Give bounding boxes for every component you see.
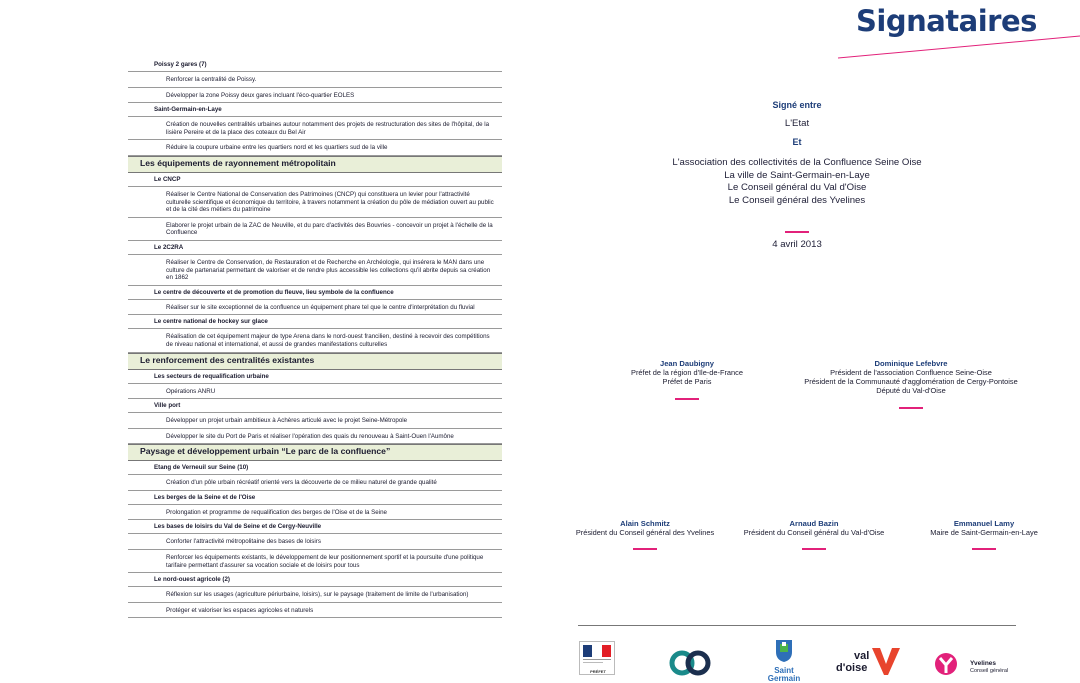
divider [899,407,923,409]
signatory-name: Arnaud Bazin [789,519,839,528]
table-row: Développer la zone Poissy deux gares incluant l'éco-quartier EOLES [128,88,502,104]
table-row: Création de nouvelles centralités urbaines autour notamment des projets de restructuration des sites de l'hôpital, de la lisière Pereire et de la place des coteaux du Bel Air [128,117,502,140]
table-subheader: Les berges de la Seine et de l'Oise [128,491,502,505]
divider [802,548,826,550]
signed-block [622,100,972,207]
table-section-header: Le renforcement des centralités existantes [128,353,502,370]
party-1: L'association des collectivités de la Confluence Seine Oise [672,157,922,168]
signed-and: Et [792,137,802,147]
table-row: Protéger et valoriser les espaces agricoles et naturels [128,603,502,619]
signatory-role: Président de l'association Confluence Seine-Oise [830,368,992,377]
table-row: Réalisation de cet équipement majeur de type Arena dans le nord-ouest francilien, destiné à recevoir des compétitions de niveau national et international, et aussi de grandes manifestations culturelles [128,329,502,352]
table-row: Réaliser sur le site exceptionnel de la confluence un équipement phare tel que le centre d'interprétation du fluvial [128,300,502,316]
signatory-role: Préfet de la région d'Ile-de-France [631,368,743,377]
signatory-role: Président du Conseil général des Yvelines [575,528,715,537]
table-row: Conforter l'attractivité métropolitaine des bases de loisirs [128,534,502,550]
table-subheader: Poissy 2 gares (7) [128,58,502,72]
table-subheader: Les bases de loisirs du Val de Seine et de Cergy-Neuville [128,520,502,534]
signatory-role: Président de la Communauté d'agglomération de Cergy-Pontoise [804,377,1018,386]
table-section-header: Paysage et développement urbain “Le parc de la confluence” [128,444,502,461]
table-row: Renforcer la centralité de Poissy. [128,72,502,88]
signed-date: 4 avril 2013 [772,239,822,250]
signatory-bazin [729,519,899,537]
party-2: La ville de Saint-Germain-en-Laye [724,169,870,181]
table-row: Renforcer les équipements existants, le développement de leur positionnement sportif et la poursuite d'une politique tarifaire permettant d'assurer sa vocation sociale et de loisirs pour tous [128,550,502,573]
table-subheader: Etang de Verneuil sur Seine (10) [128,461,502,475]
table-section-header: Les équipements de rayonnement métropolitain [128,156,502,173]
party-4: Le Conseil général des Yvelines [728,194,866,206]
page-title: Signataires [856,4,1037,38]
signatory-role: Président du Conseil général du Val-d'Oise [743,528,885,537]
table-subheader: Les secteurs de requalification urbaine [128,370,502,384]
table-row: Réaliser le Centre National de Conservation des Patrimoines (CNCP) qui constituera un levier pour l'attractivité culturelle scientifique et économique du territoire, à travers notamment la création du pôle de médiation ouvert au public et de la cité des métiers du patrimoine [128,187,502,218]
table-subheader: Le centre national de hockey sur glace [128,315,502,329]
divider [972,548,996,550]
signatory-name: Emmanuel Lamy [953,519,1015,528]
val-oise-logo [836,650,900,675]
table-subheader: Saint-Germain-en-Laye [128,103,502,117]
yvelines-text-2: Conseil général [970,668,1009,674]
confluence-logo [668,647,714,675]
val-oise-v-icon [872,648,900,675]
table-subheader: Le nord-ouest agricole (2) [128,573,502,587]
party-3: Le Conseil général du Val d'Oise [727,182,867,194]
logos-divider [578,625,1016,626]
table-row: Réaliser le Centre de Conservation, de Restauration et de Recherche en Archéologie, qui insérera le MAN dans une culture de partenariat permettant de valoriser et de rendre plus accessible les collections qu'il abrite depuis sa création en 1862 [128,255,502,286]
signatory-role: Député du Val-d'Oise [876,386,946,395]
table-row: Développer un projet urbain ambitieux à Achères articulé avec le projet Seine-Métropole [128,413,502,429]
saint-germain-logo [764,638,804,683]
prefet-logo [579,641,615,675]
actions-table [128,58,502,618]
signed-state: L'Etat [784,118,810,129]
table-subheader: Ville port [128,399,502,413]
table-subheader: Le centre de découverte et de promotion du fleuve, lieu symbole de la confluence [128,286,502,300]
table-row: Prolongation et programme de requalification des berges de l'Oise et de la Seine [128,505,502,521]
divider [675,398,699,400]
signatory-name: Dominique Lefebvre [874,359,948,368]
table-row: Elaborer le projet urbain de la ZAC de Neuville, et du parc d'activités des Bouvries - concevoir un projet à l'échelle de la Confluence [128,218,502,241]
val-oise-text-2: d'oise [836,662,868,674]
signatory-name: Jean Daubigny [659,359,714,368]
french-flag-icon [583,645,611,657]
yvelines-logo [932,651,1022,675]
yvelines-text-1: Yvelines [970,660,997,667]
signatory-lefebvre [786,359,1036,395]
table-subheader: Le 2C2RA [128,241,502,255]
yvelines-y-icon [932,651,960,675]
val-oise-text-1: val [854,650,870,662]
prefet-text: PRÉFET [590,669,606,674]
signatory-daubigny [602,359,772,386]
signatory-role: Maire de Saint-Germain-en-Laye [930,528,1038,537]
table-row: Réflexion sur les usages (agriculture périurbaine, loisirs), sur le paysage (traitement de limite de l'urbanisation) [128,587,502,603]
saint-germain-text: Saint Germain [767,666,801,683]
table-row: Développer le site du Port de Paris et réaliser l'opération des quais du renouveau à Saint-Ouen l'Aumône [128,429,502,445]
signatory-role: Préfet de Paris [662,377,712,386]
table-row: Opérations ANRU [128,384,502,400]
signatory-schmitz [560,519,730,537]
table-subheader: Le CNCP [128,173,502,187]
divider [633,548,657,550]
signatory-lamy [899,519,1069,537]
signatory-name: Alain Schmitz [620,519,670,528]
table-row: Création d'un pôle urbain récréatif orienté vers la découverte de ce milieu naturel de grande qualité [128,475,502,491]
table-row: Réduire la coupure urbaine entre les quartiers nord et les quartiers sud de la ville [128,140,502,156]
signed-title: Signé entre [772,100,822,110]
crest-icon [764,638,804,662]
divider [785,231,809,233]
